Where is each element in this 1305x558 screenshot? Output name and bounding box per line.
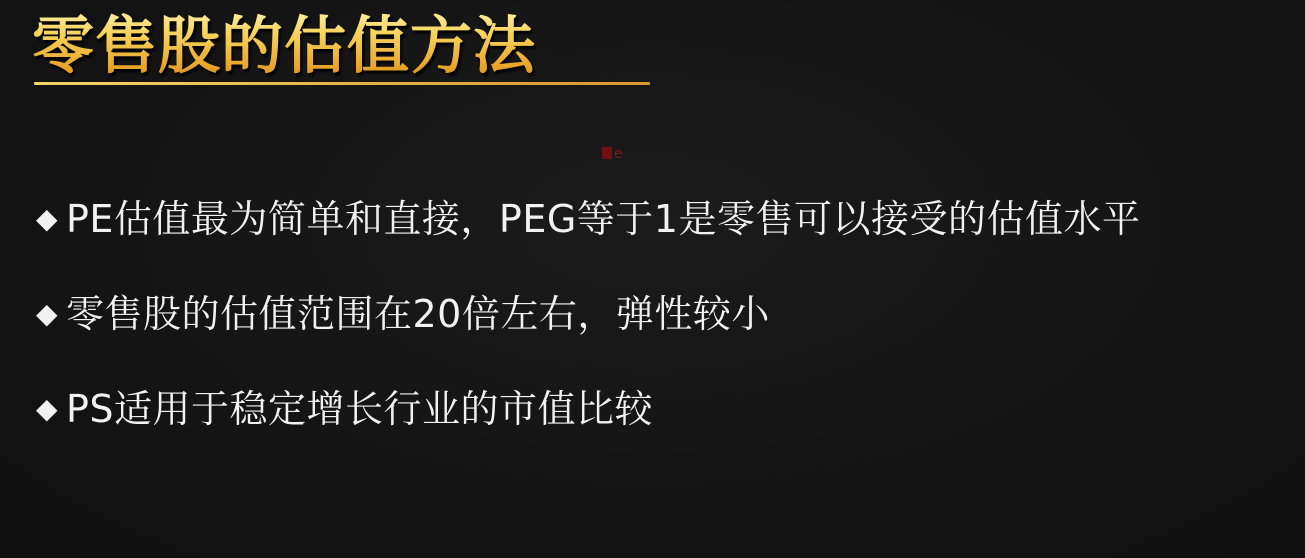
bullet-item <box>36 190 1140 248</box>
diamond-icon: ◆ <box>36 297 58 330</box>
bullet-text: 零售股的估值范围在20倍左右，弹性较小 <box>66 292 770 336</box>
bullet-item <box>36 285 1140 343</box>
slide-title: 零售股的估值方法 <box>32 6 536 86</box>
bullet-item <box>36 380 1140 438</box>
svg-text:e: e <box>614 146 623 162</box>
bullet-text: PE估值最为简单和直接，PEG等于1是零售可以接受的估值水平 <box>66 197 1141 241</box>
diamond-icon: ◆ <box>36 202 58 235</box>
bullet-text: PS适用于稳定增长行业的市值比较 <box>66 387 654 431</box>
title-underline <box>34 82 650 85</box>
diamond-icon: ◆ <box>36 392 58 425</box>
bullet-list <box>36 190 1140 475</box>
red-artifact-mark <box>602 143 638 163</box>
